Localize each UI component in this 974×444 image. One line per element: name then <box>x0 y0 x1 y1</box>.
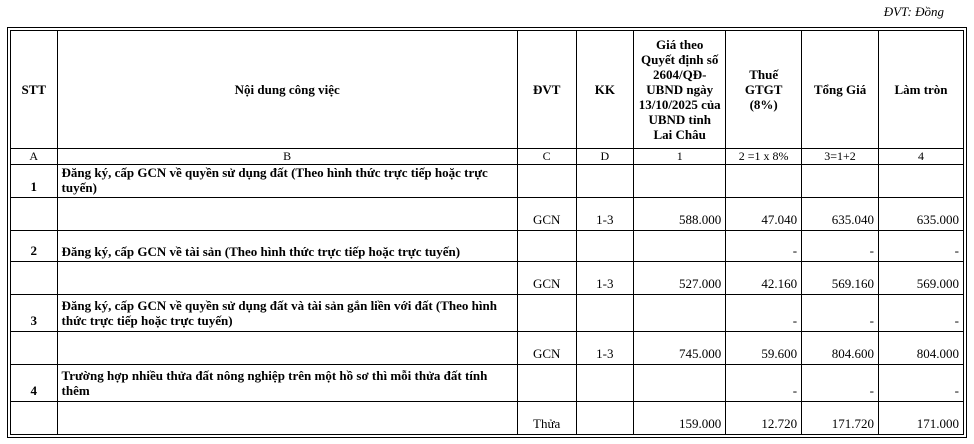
row-dash: - <box>878 295 963 332</box>
letter-cell: 3=1+2 <box>802 149 879 165</box>
letter-cell: 4 <box>878 149 963 165</box>
row-unit: GCN <box>517 198 576 231</box>
row-title: Đăng ký, cấp GCN về quyền sử dụng đất và tài sản gắn liền với đất (Theo hình thức trực tiếp hoặc trực tuyến) <box>57 295 517 332</box>
empty-cell <box>57 332 517 365</box>
row-dash <box>634 231 726 262</box>
row-total: 804.600 <box>802 332 879 365</box>
row-dash <box>726 165 802 198</box>
letter-cell: C <box>517 149 576 165</box>
empty-cell <box>11 402 58 435</box>
row-dash <box>634 295 726 332</box>
unit-label: ĐVT: Đồng <box>883 4 944 19</box>
section-row <box>11 365 964 402</box>
letter-cell: 1 <box>634 149 726 165</box>
row-dash: - <box>878 231 963 262</box>
header-kk: KK <box>576 31 634 149</box>
empty-cell <box>576 231 634 262</box>
data-row <box>11 402 964 435</box>
row-kk: 1-3 <box>576 198 634 231</box>
row-dash: - <box>726 231 802 262</box>
empty-cell <box>57 402 517 435</box>
row-rounded: 804.000 <box>878 332 963 365</box>
row-stt: 4 <box>11 365 58 402</box>
header-price: Giá theo Quyết định số 2604/QĐ-UBND ngày 13/10/2025 của UBND tỉnh Lai Châu <box>634 31 726 149</box>
empty-cell <box>517 165 576 198</box>
row-kk: 1-3 <box>576 262 634 295</box>
empty-cell <box>11 262 58 295</box>
row-dash <box>634 365 726 402</box>
row-rounded: 635.000 <box>878 198 963 231</box>
row-dash: - <box>802 365 879 402</box>
row-dash <box>634 165 726 198</box>
letter-cell: B <box>57 149 517 165</box>
letter-cell: D <box>576 149 634 165</box>
row-vat: 47.040 <box>726 198 802 231</box>
data-row <box>11 262 964 295</box>
empty-cell <box>517 365 576 402</box>
row-price: 159.000 <box>634 402 726 435</box>
row-vat: 59.600 <box>726 332 802 365</box>
row-dash: - <box>802 231 879 262</box>
column-letter-row <box>11 149 964 165</box>
row-dash: - <box>726 365 802 402</box>
row-rounded: 171.000 <box>878 402 963 435</box>
empty-cell <box>57 198 517 231</box>
section-row <box>11 165 964 198</box>
header-dvt: ĐVT <box>517 31 576 149</box>
header-vat: Thuế GTGT (8%) <box>726 31 802 149</box>
header-content: Nội dung công việc <box>57 31 517 149</box>
row-dash: - <box>726 295 802 332</box>
row-dash <box>802 165 879 198</box>
row-unit: GCN <box>517 262 576 295</box>
data-row <box>11 198 964 231</box>
empty-cell <box>57 262 517 295</box>
row-vat: 12.720 <box>726 402 802 435</box>
header-stt: STT <box>11 31 58 149</box>
row-stt: 1 <box>11 165 58 198</box>
header-total: Tổng Giá <box>802 31 879 149</box>
row-total: 635.040 <box>802 198 879 231</box>
section-row <box>11 295 964 332</box>
row-total: 569.160 <box>802 262 879 295</box>
row-vat: 42.160 <box>726 262 802 295</box>
row-price: 588.000 <box>634 198 726 231</box>
header-row <box>11 31 964 149</box>
header-rounded: Làm tròn <box>878 31 963 149</box>
row-stt: 3 <box>11 295 58 332</box>
row-unit: GCN <box>517 332 576 365</box>
empty-cell <box>11 198 58 231</box>
row-kk <box>576 402 634 435</box>
row-title: Trường hợp nhiều thửa đất nông nghiệp trên một hồ sơ thì mỗi thửa đất tính thêm <box>57 365 517 402</box>
empty-cell <box>11 332 58 365</box>
row-rounded: 569.000 <box>878 262 963 295</box>
empty-cell <box>517 231 576 262</box>
row-stt: 2 <box>11 231 58 262</box>
letter-cell: 2 =1 x 8% <box>726 149 802 165</box>
row-price: 527.000 <box>634 262 726 295</box>
empty-cell <box>576 295 634 332</box>
row-total: 171.720 <box>802 402 879 435</box>
row-kk: 1-3 <box>576 332 634 365</box>
letter-cell: A <box>11 149 58 165</box>
row-dash: - <box>878 365 963 402</box>
empty-cell <box>576 365 634 402</box>
row-dash <box>878 165 963 198</box>
empty-cell <box>576 165 634 198</box>
row-title: Đăng ký, cấp GCN về quyền sử dụng đất (Theo hình thức trực tiếp hoặc trực tuyến) <box>57 165 517 198</box>
row-unit: Thửa <box>517 402 576 435</box>
row-title: Đăng ký, cấp GCN về tài sản (Theo hình thức trực tiếp hoặc trực tuyến) <box>57 231 517 262</box>
section-row <box>11 231 964 262</box>
data-row <box>11 332 964 365</box>
row-price: 745.000 <box>634 332 726 365</box>
row-dash: - <box>802 295 879 332</box>
empty-cell <box>517 295 576 332</box>
price-table <box>10 30 964 435</box>
